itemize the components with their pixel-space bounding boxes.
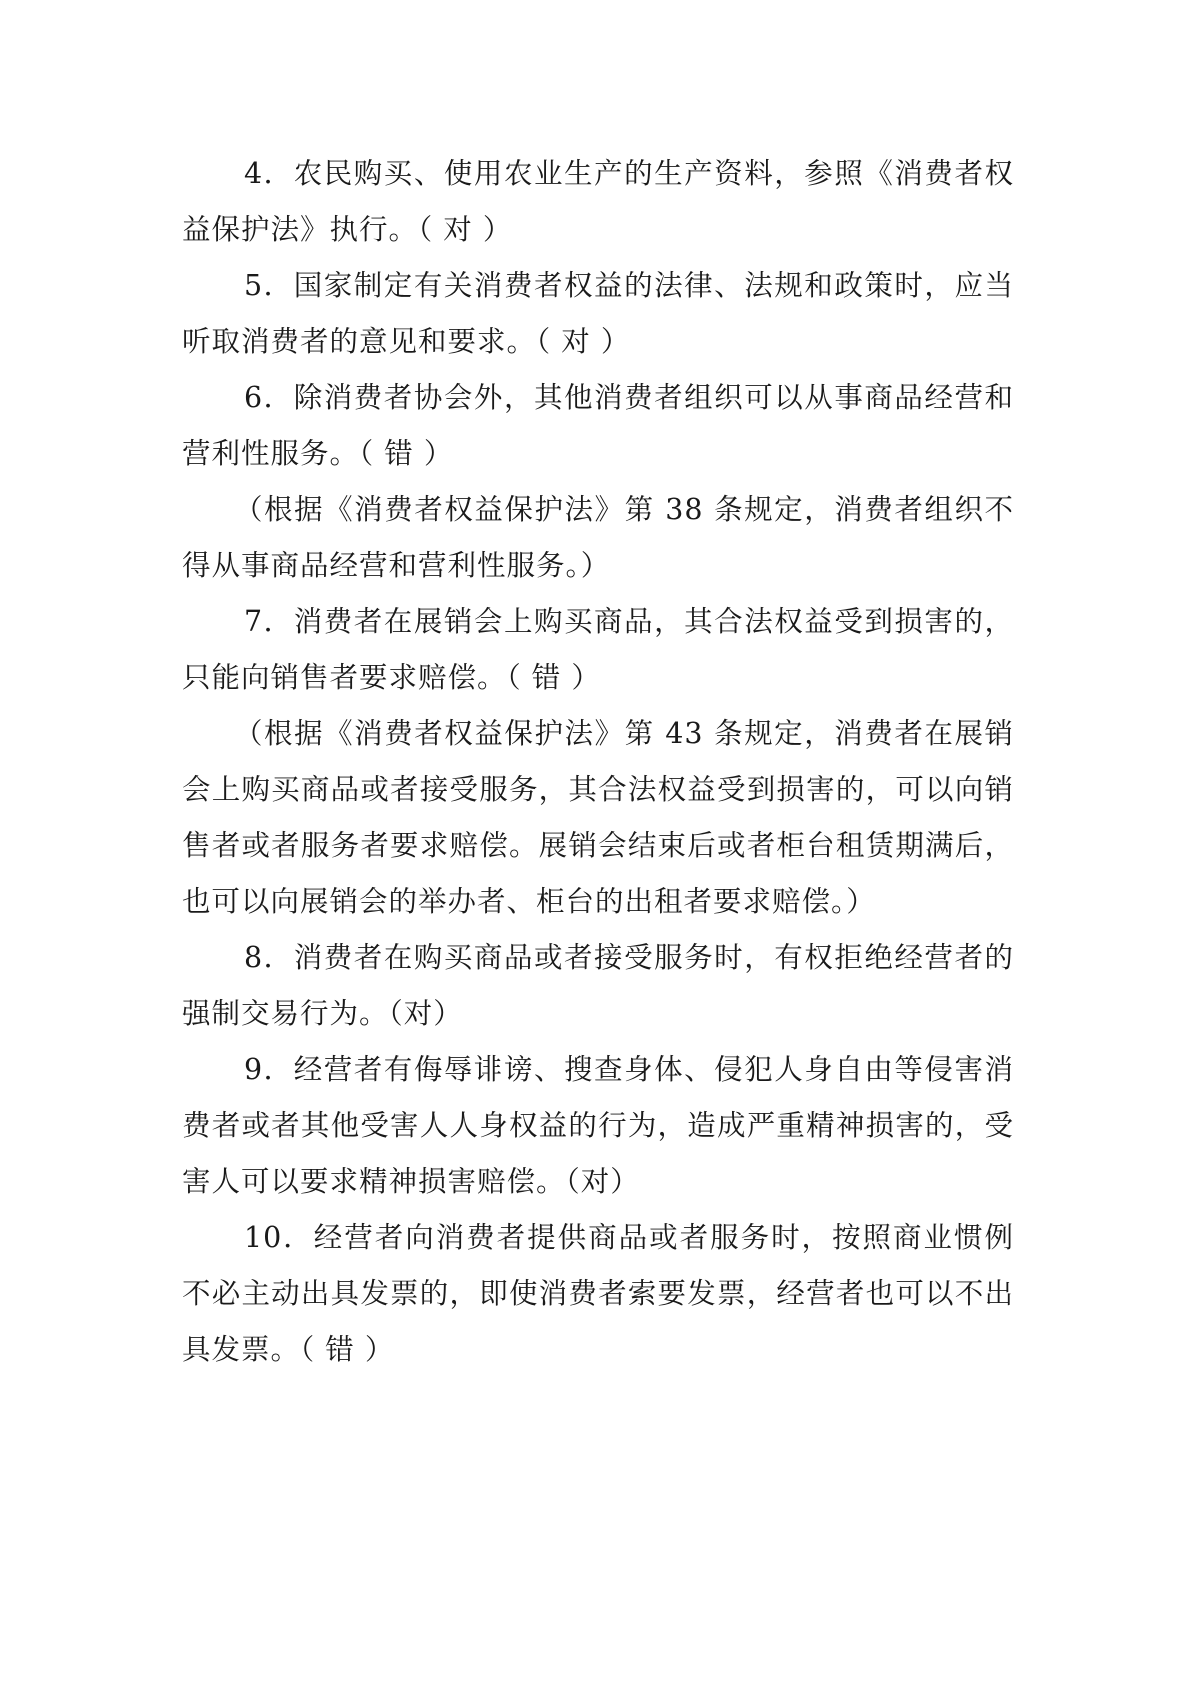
question-7: 7．消费者在展销会上购买商品，其合法权益受到损害的，只能向销售者要求赔偿。（ 错 ）: [182, 605, 1014, 694]
question-10: 10．经营者向消费者提供商品或者服务时，按照商业惯例不必主动出具发票的，即使消费者索要发票，经营者也可以不出具发票。（ 错 ）: [182, 1221, 1014, 1366]
question-4: 4．农民购买、使用农业生产的生产资料，参照《消费者权益保护法》执行。（ 对 ）: [182, 157, 1014, 246]
question-6: 6．除消费者协会外，其他消费者组织可以从事商品经营和营利性服务。（ 错 ）: [182, 381, 1014, 470]
document-body: [182, 146, 1014, 1378]
question-9: 9．经营者有侮辱诽谤、搜查身体、侵犯人身自由等侵害消费者或者其他受害人人身权益的行为，造成严重精神损害的，受害人可以要求精神损害赔偿。（对）: [182, 1053, 1014, 1198]
question-5: 5．国家制定有关消费者权益的法律、法规和政策时，应当听取消费者的意见和要求。（ 对 ）: [182, 269, 1014, 358]
question-8: 8．消费者在购买商品或者接受服务时，有权拒绝经营者的强制交易行为。（对）: [182, 941, 1014, 1030]
explanation-6: （根据《消费者权益保护法》第 38 条规定，消费者组织不得从事商品经营和营利性服务。）: [182, 493, 1014, 582]
explanation-7: （根据《消费者权益保护法》第 43 条规定，消费者在展销会上购买商品或者接受服务，其合法权益受到损害的，可以向销售者或者服务者要求赔偿。展销会结束后或者柜台租赁期满后，也可以向展销会的举办者、柜台的出租者要求赔偿。）: [182, 717, 1014, 918]
